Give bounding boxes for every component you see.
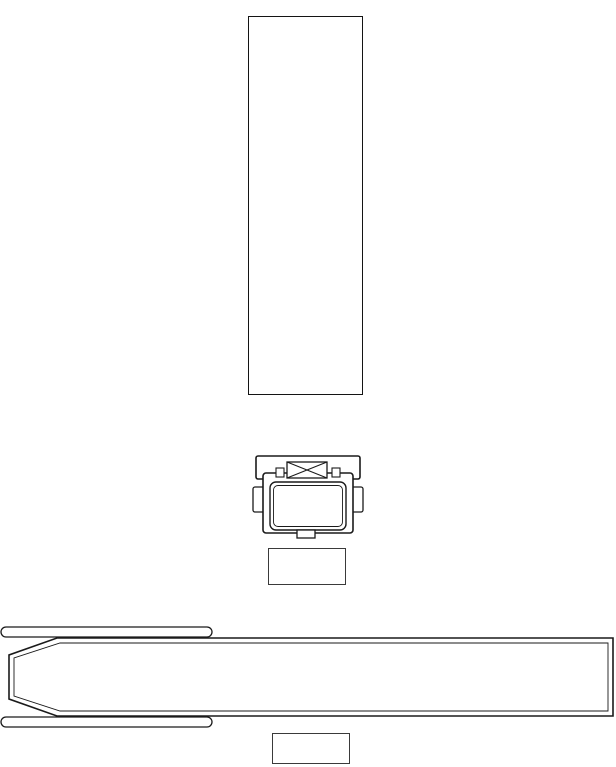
connector-view-icon (272, 733, 350, 764)
pcm-connector-outline (0, 620, 616, 732)
